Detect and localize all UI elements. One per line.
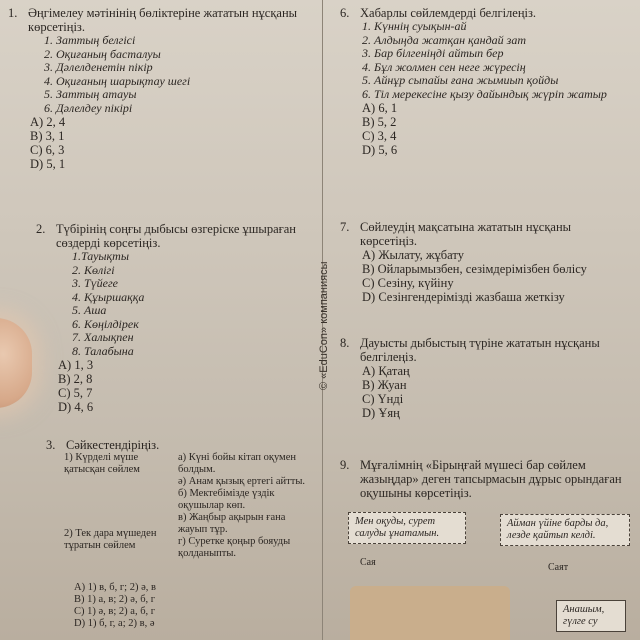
question-title: Сөйлеудің мақсатына жататын нұсқаны көрсетіңіз. — [360, 220, 572, 248]
list-item: 3. Дәлелденетін пікір — [44, 60, 153, 74]
answer-option[interactable]: D) Сезінгендерімізді жазбаша жеткізу — [362, 290, 565, 304]
answer-option[interactable]: B) 1) а, в; 2) ә, б, г — [74, 594, 156, 605]
question-title: Түбірінің соңғы дыбысы өзгеріске ұшыраған сөздерді көрсетіңіз. — [56, 222, 296, 250]
question-8 — [340, 336, 630, 420]
question-3 — [46, 438, 316, 452]
question-number: 2. — [36, 222, 46, 236]
answer-option[interactable]: B) 3, 1 — [30, 129, 65, 143]
children-illustration — [350, 586, 510, 640]
list-item: 4. Бұл жолмен сен неге жүресің — [362, 59, 526, 74]
answer-option[interactable]: C) 1) ә, в; 2) а, б, г — [74, 606, 156, 617]
answer-option[interactable]: A) 1) в, б, г; 2) ә, в — [74, 582, 156, 593]
question-title: Мұғалімнің «Бірыңғай мүшесі бар сөйлем жазыңдар» деген тапсырмасын дұрыс орындаған оқушыны көрсетіңіз. — [360, 458, 622, 500]
student-name-2: Саят — [548, 562, 569, 573]
match-right-item: а) Күні бойы кітап оқумен болдым. — [178, 452, 296, 475]
list-item: 1.Тауықты — [72, 249, 129, 263]
finger-photo — [0, 318, 32, 408]
list-item: 5. Аша — [72, 303, 107, 317]
items-list — [362, 20, 636, 101]
list-item: 2. Алдыңда жатқан қандай зат — [362, 32, 527, 47]
answer-option[interactable]: D) 5, 1 — [30, 157, 66, 171]
answer-option[interactable]: D) 4, 6 — [58, 400, 94, 414]
list-item: 2. Оқиғаның басталуы — [44, 46, 161, 61]
answer-option[interactable]: B) Ойларымызбен, сезімдерімізбен бөлісу — [362, 262, 587, 276]
list-item: 8. Талабына — [72, 343, 134, 358]
watermark-text: © «EduCon» компаниясы — [318, 261, 330, 390]
answer-options — [362, 248, 630, 304]
speech-bubble-3: Анашым, гүлге су — [556, 600, 626, 632]
answer-option[interactable]: A) 6, 1 — [362, 101, 398, 115]
list-item: 3. Бар білгеніңді айтып бер — [362, 46, 504, 60]
items-list — [72, 250, 306, 358]
match-right-item: б) Мектебімізде үздік оқушылар көп. — [178, 488, 275, 511]
question-6 — [340, 6, 636, 157]
answer-options — [362, 364, 630, 420]
question-number: 3. — [46, 438, 56, 452]
question-title: Сәйкестендіріңіз. — [66, 438, 160, 452]
answer-option[interactable]: D) Ұяң — [362, 406, 400, 420]
speech-bubble-1: Мен оқуды, сурет салуды ұнатамын. — [348, 512, 466, 544]
question-title: Әңгімелеу мәтінінің бөліктеріне жататын нұсқаны көрсетіңіз. — [28, 6, 298, 34]
answer-option[interactable]: C) 5, 7 — [58, 386, 93, 400]
question-number: 1. — [8, 6, 18, 20]
answer-option[interactable]: C) 3, 4 — [362, 129, 397, 143]
list-item: 2. Көлігі — [72, 262, 115, 277]
list-item: 3. Түйеге — [72, 276, 119, 290]
list-item: 5. Айнұр сыпайы ғана жымиып қойды — [362, 73, 559, 87]
answer-option[interactable]: D) 5, 6 — [362, 143, 398, 157]
question-number: 6. — [340, 6, 350, 20]
match-right-item: ә) Анам қызық ертегі айтты. — [178, 476, 306, 487]
match-right-list — [178, 452, 308, 560]
match-right-item: в) Жаңбыр ақырын ғана жауып тұр. — [178, 512, 286, 535]
list-item: 4. Құыршаққа — [72, 289, 145, 304]
answer-option[interactable]: B) 2, 8 — [58, 372, 93, 386]
question-9 — [340, 458, 630, 500]
question-2 — [36, 222, 306, 414]
answer-option[interactable]: C) Үнді — [362, 392, 404, 406]
answer-options — [58, 358, 306, 414]
list-item: 1. Заттың белгісі — [44, 33, 136, 47]
answer-option[interactable]: A) Жылату, жұбату — [362, 248, 464, 262]
question-number: 9. — [340, 458, 350, 472]
answer-option[interactable]: C) Сезіну, күйіну — [362, 276, 454, 290]
question-number: 7. — [340, 220, 350, 234]
question-title: Дауысты дыбыстың түріне жататын нұсқаны белгілеңіз. — [360, 336, 600, 364]
answer-option[interactable]: B) 5, 2 — [362, 115, 397, 129]
list-item: 7. Халықпен — [72, 330, 134, 344]
match-left-1: 1) Күрделі мүше қатысқан сөйлем — [64, 452, 140, 475]
answer-option[interactable]: B) Жуан — [362, 378, 407, 392]
answer-options — [74, 582, 156, 630]
speech-bubble-2: Айман үйіне барды да, лезде қайтып келді. — [500, 514, 630, 546]
answer-option[interactable]: D) 1) б, г, а; 2) в, ә — [74, 618, 155, 629]
student-name-1: Сая — [360, 557, 376, 568]
list-item: 6. Тіл мерекесіне қызу дайындық жүріп жатыр — [362, 87, 607, 101]
match-right-item: г) Суретке қоңыр бояуды қолданыпты. — [178, 536, 291, 559]
question-title: Хабарлы сөйлемдерді белгілеңіз. — [360, 6, 537, 20]
answer-options — [30, 115, 308, 171]
list-item: 4. Оқиғаның шарықтау шегі — [44, 73, 191, 88]
list-item: 6. Көңілдірек — [72, 316, 139, 331]
answer-options — [362, 101, 636, 157]
list-item: 5. Заттың атауы — [44, 87, 137, 101]
list-item: 1. Күннің суықын-ай — [362, 19, 467, 33]
list-item: 6. Дәлелдеу пікірі — [44, 100, 133, 115]
answer-option[interactable]: C) 6, 3 — [30, 143, 65, 157]
question-7 — [340, 220, 630, 304]
answer-option[interactable]: A) 1, 3 — [58, 358, 94, 372]
question-1 — [8, 6, 308, 171]
items-list — [44, 34, 308, 115]
question-number: 8. — [340, 336, 350, 350]
match-left-2: 2) Тек дара мүшеден тұратын сөйлем — [64, 528, 157, 551]
answer-option[interactable]: A) 2, 4 — [30, 115, 66, 129]
answer-option[interactable]: A) Қатаң — [362, 364, 410, 378]
